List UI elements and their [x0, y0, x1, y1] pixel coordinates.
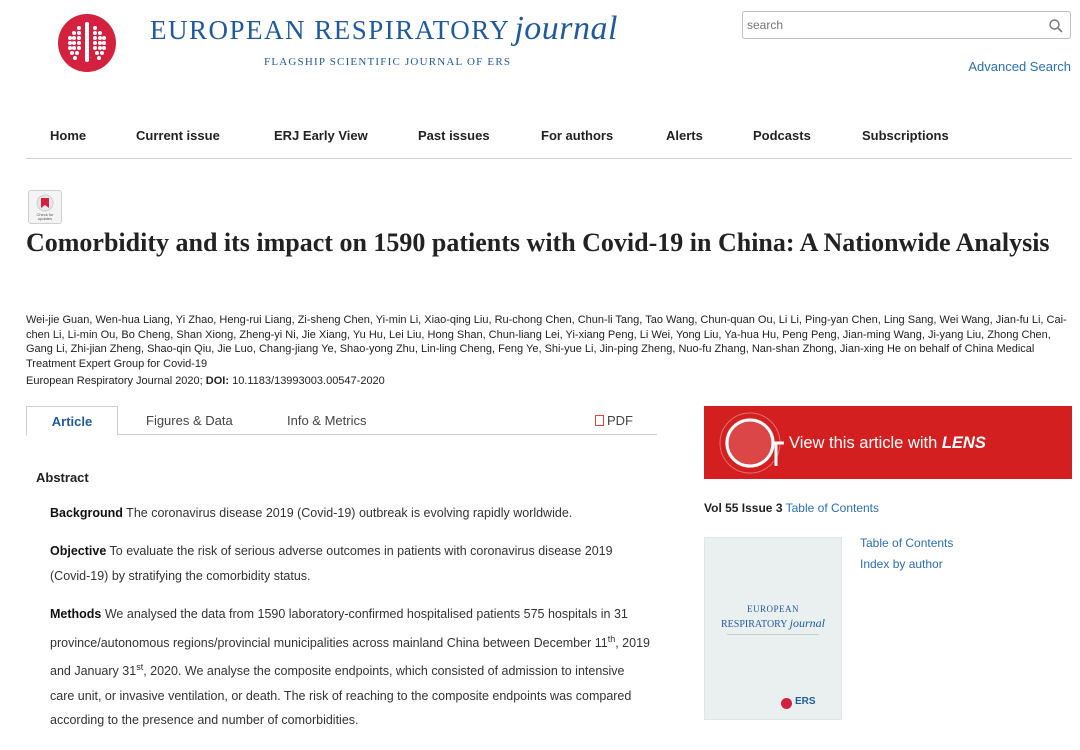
- cover-title-line2: [705, 616, 841, 631]
- nav-home[interactable]: Home: [50, 128, 87, 143]
- pdf-file-icon: [595, 415, 604, 426]
- journal-title[interactable]: [150, 10, 618, 48]
- tab-article[interactable]: Article: [26, 406, 118, 436]
- objective-label: Objective: [50, 544, 107, 558]
- issue-cover[interactable]: [704, 537, 842, 720]
- citation-line: [26, 375, 385, 387]
- lens-icon: [704, 406, 784, 479]
- toc-link[interactable]: Table of Contents: [860, 536, 954, 550]
- abstract-background: [50, 501, 650, 526]
- search-icon[interactable]: [1048, 18, 1064, 34]
- background-label: Background: [50, 506, 123, 520]
- advanced-search-link[interactable]: Advanced Search: [968, 59, 1071, 74]
- abstract-objective: [50, 539, 650, 588]
- tab-pdf[interactable]: [595, 406, 633, 435]
- search-input[interactable]: [747, 15, 1037, 35]
- nav-erj-early-view[interactable]: ERJ Early View: [274, 128, 368, 143]
- cover-title-word: RESPIRATORY: [721, 619, 788, 630]
- ers-logo-icon: [781, 698, 792, 709]
- search-box: [742, 11, 1071, 39]
- doi-label: DOI:: [205, 375, 230, 387]
- tab-pdf-label: PDF: [607, 413, 633, 428]
- main-nav: [26, 116, 1072, 159]
- nav-past-issues[interactable]: Past issues: [418, 128, 490, 143]
- lens-banner[interactable]: [704, 406, 1072, 479]
- cover-title-line1: EUROPEAN: [746, 604, 799, 614]
- toc-inline-link[interactable]: Table of Contents: [785, 501, 880, 515]
- check-for-updates-badge[interactable]: [28, 190, 62, 224]
- abstract-methods: [50, 602, 650, 733]
- journal-name: EUROPEAN RESPIRATORY: [150, 15, 511, 45]
- cover-divider: [727, 634, 819, 635]
- abstract-heading: Abstract: [36, 470, 89, 485]
- lens-label: [789, 434, 986, 453]
- cover-title-italic: journal: [789, 616, 825, 630]
- journal-year: European Respiratory Journal 2020;: [26, 375, 206, 387]
- lens-prefix: View this article with: [789, 434, 942, 452]
- check-for-updates-label: Check for updates: [36, 212, 54, 221]
- methods-sup-1: th: [607, 633, 616, 644]
- nav-for-authors[interactable]: For authors: [541, 128, 614, 143]
- article-title: Comorbidity and its impact on 1590 patients with Covid-19 in China: A Nationwide Analysis: [26, 228, 1050, 257]
- background-text: The coronavirus disease 2019 (Covid-19) outbreak is evolving rapidly worldwide.: [122, 506, 573, 520]
- index-by-author-link[interactable]: Index by author: [860, 557, 943, 571]
- nav-podcasts[interactable]: Podcasts: [753, 128, 811, 143]
- author-list[interactable]: Wei-jie Guan, Wen-hua Liang, Yi Zhao, Heng-rui Liang, Zi-sheng Chen, Yi-min Li, Xiao-qing Liu, Ru-chong Chen, Chun-li Tang, Tao Wang, Chun-quan Ou, Li Li, Ping-yan Chen, Ling Sang, Wei Wang, Jian-fu Li, Cai-chen Li, Li-min Ou, Bo Cheng, Shan Xiong, Zheng-yi Ni, Jie Xiang, Yu Hu, Lei Liu, Hong Shan, Chun-liang Lei, Yi-xiang Peng, Li Wei, Yong Liu, Ya-hua Hu, Peng Peng, Jian-ming Wang, Ji-yang Liu, Zhong Chen, Gang Li, Zhi-jian Zheng, Shao-qin Qiu, Jie Luo, Chang-jiang Ye, Shao-yong Zhu, Lin-ling Cheng, Feng Ye, Shi-yue Li, Jin-ping Zheng, Nuo-fu Zhang, Nan-shan Zhong, Jian-xing He on behalf of China Medical Treatment Expert Group for Covid-19: [26, 314, 1067, 370]
- journal-name-italic: journal: [514, 10, 618, 47]
- nav-current-issue[interactable]: Current issue: [136, 128, 220, 143]
- lens-word: LENS: [941, 434, 986, 452]
- objective-text: To evaluate the risk of serious adverse outcomes in patients with coronavirus disease 2019 (Covid-19) by stratifying the comorbidity status.: [50, 544, 613, 583]
- methods-text-1: We analysed the data from 1590 laboratory-confirmed hospitalised patients 575 hospitals in 31 province/autonomous regions/provincial municipalities across mainland China between December 11: [50, 607, 628, 650]
- volume-issue: Vol 55 Issue 3: [704, 501, 783, 515]
- methods-text-2: , 2019 and January 31: [50, 635, 650, 679]
- methods-text-3: , 2020. We analyse the composite endpoints, which consisted of admission to intensive care unit, or invasive ventilation, or death. The risk of reaching to the composite endpoints was compared according to the presence and number of comorbidities.: [50, 664, 632, 728]
- article-tabs: [26, 406, 657, 435]
- lungs-icon: [58, 14, 116, 72]
- cover-ers-label: ERS: [795, 696, 816, 707]
- journal-subtitle: FLAGSHIP SCIENTIFIC JOURNAL OF ERS: [264, 56, 512, 68]
- journal-logo[interactable]: [58, 14, 116, 72]
- doi-value[interactable]: 10.1183/13993003.00547-2020: [229, 375, 385, 387]
- volume-line: [704, 501, 879, 515]
- methods-sup-2: st: [136, 662, 144, 673]
- methods-label: Methods: [50, 607, 102, 621]
- nav-subscriptions[interactable]: Subscriptions: [862, 128, 949, 143]
- nav-alerts[interactable]: Alerts: [666, 128, 703, 143]
- tab-info-metrics[interactable]: Info & Metrics: [287, 413, 367, 428]
- tab-figures-data[interactable]: Figures & Data: [146, 413, 233, 428]
